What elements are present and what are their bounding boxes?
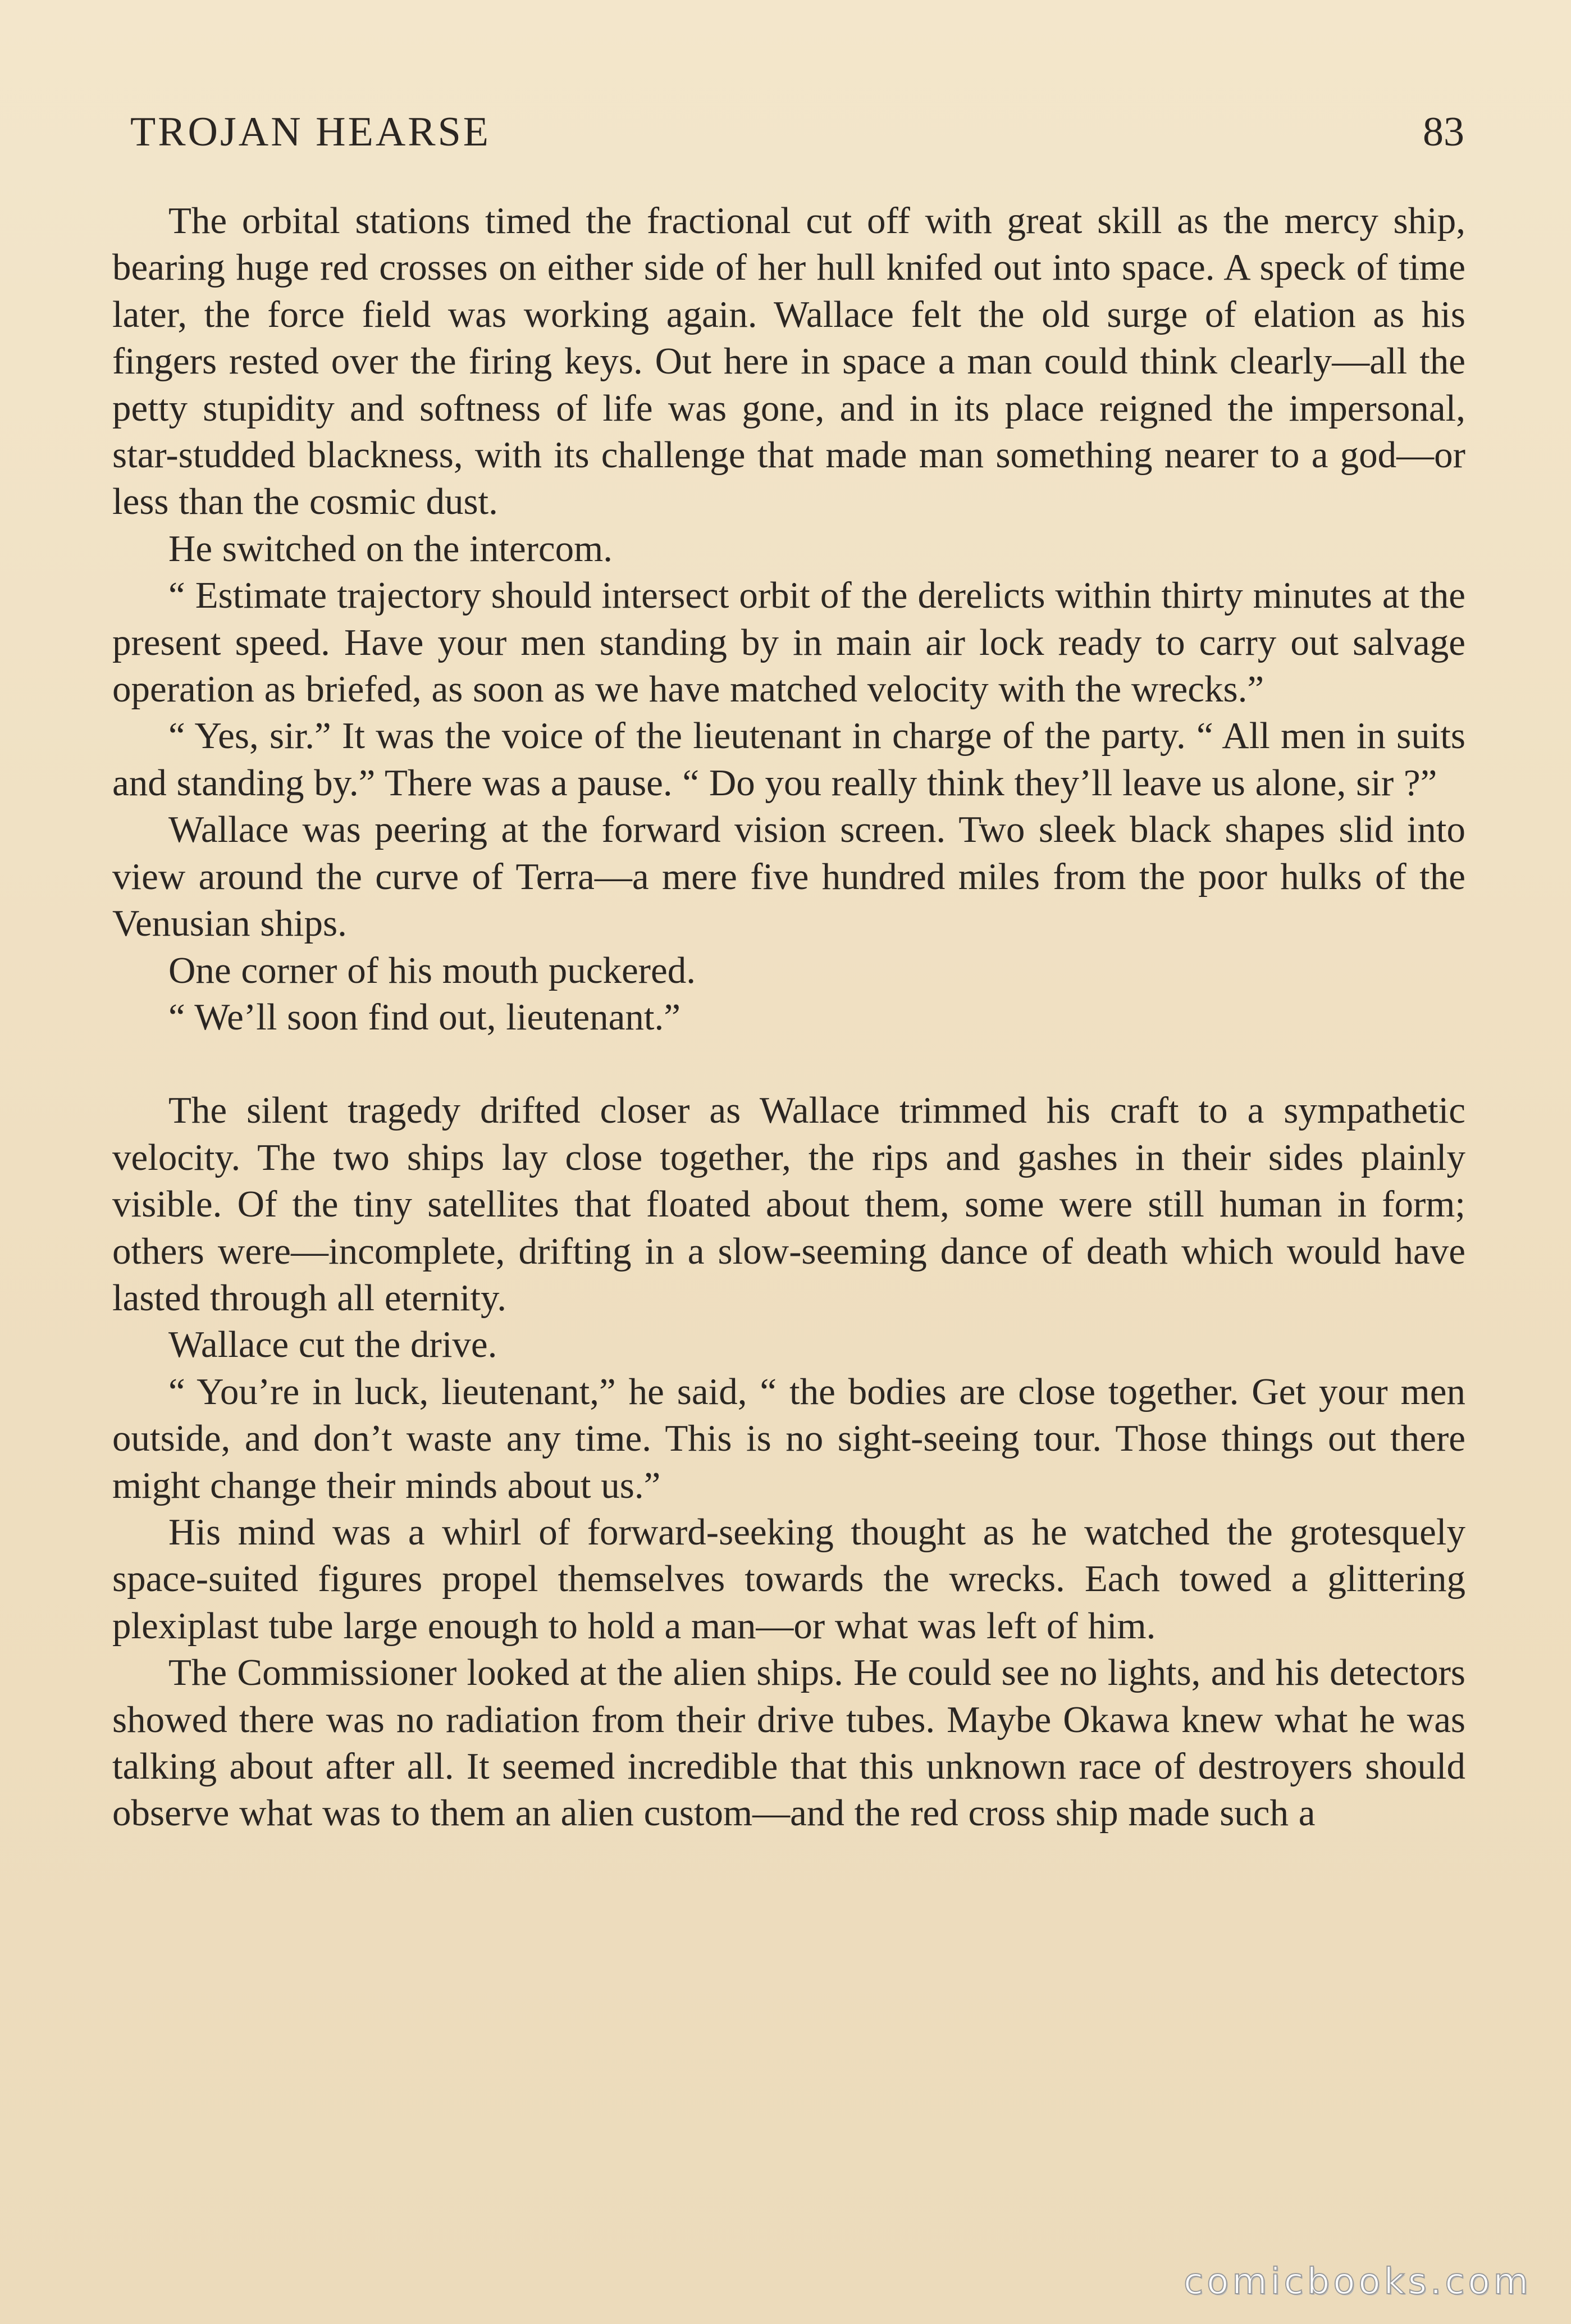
paragraph: Wallace cut the drive. [168, 1324, 497, 1366]
paragraph: The silent tragedy drifted closer as Wallace trimmed his craft to a sympathetic velocity. The two ships lay close together, the rips and gashes in their sides plainly visible. Of the tiny satellites that floated about them, some were still human in form; others were—incomplete, drifting in a slow-seeming dance of death which would have lasted through all eternity. [112, 1090, 1465, 1319]
watermark: comicbooks.com [1183, 2261, 1532, 2303]
paragraph: “ Estimate trajectory should intersect orbit of the derelicts within thirty minutes at the present speed. Have your men standing by in main air lock ready to carry out salvage operation as briefed, as soon as we have matched velocity with the wrecks.” [112, 575, 1465, 710]
paragraph: One corner of his mouth puckered. [168, 949, 696, 991]
text-body [112, 198, 1465, 1837]
book-title: TROJAN HEARSE [130, 109, 491, 155]
paragraph: “ We’ll soon find out, lieutenant.” [168, 996, 681, 1038]
paragraph: He switched on the intercom. [168, 527, 613, 569]
paragraph: “ You’re in luck, lieutenant,” he said, “ the bodies are close together. Get your men outside, and don’t waste any time. This is no sight-seeing tour. Those things out there might change their minds about us.” [112, 1370, 1465, 1506]
paragraph: “ Yes, sir.” It was the voice of the lieutenant in charge of the party. “ All men in suits and standing by.” There was a pause. “ Do you really think they’ll leave us alone, sir ?” [112, 715, 1465, 804]
running-head [130, 107, 1464, 157]
paragraph: The orbital stations timed the fractional cut off with great skill as the mercy ship, bearing huge red crosses on either side of her hull knifed out into space. A speck of time later, the force field was working again. Wallace felt the old surge of elation as his fingers rested over the firing keys. Out here in space a man could think clearly—all the petty stupidity and softness of life was gone, and in its place reigned the impersonal, star-studded blackness, with its challenge that made man something nearer to a god—or less than the cosmic dust. [112, 200, 1465, 523]
paragraph: Wallace was peering at the forward vision screen. Two sleek black shapes slid into view around the curve of Terra—a mere five hundred miles from the poor hulks of the Venusian ships. [112, 809, 1465, 945]
paragraph: The Commissioner looked at the alien ships. He could see no lights, and his detectors showed there was no radiation from their drive tubes. Maybe Okawa knew what he was talking about after all. It seemed incredible that this unknown race of destroyers should observe what was to them an alien custom—and the red cross ship made such a [112, 1652, 1465, 1834]
section-break [112, 1041, 1465, 1087]
paragraph: His mind was a whirl of forward-seeking thought as he watched the grotesquely space-suited figures propel themselves towards the wrecks. Each towed a glittering plexiplast tube large enough to hold a man—or what was left of him. [112, 1511, 1465, 1647]
page-number: 83 [1423, 109, 1464, 155]
